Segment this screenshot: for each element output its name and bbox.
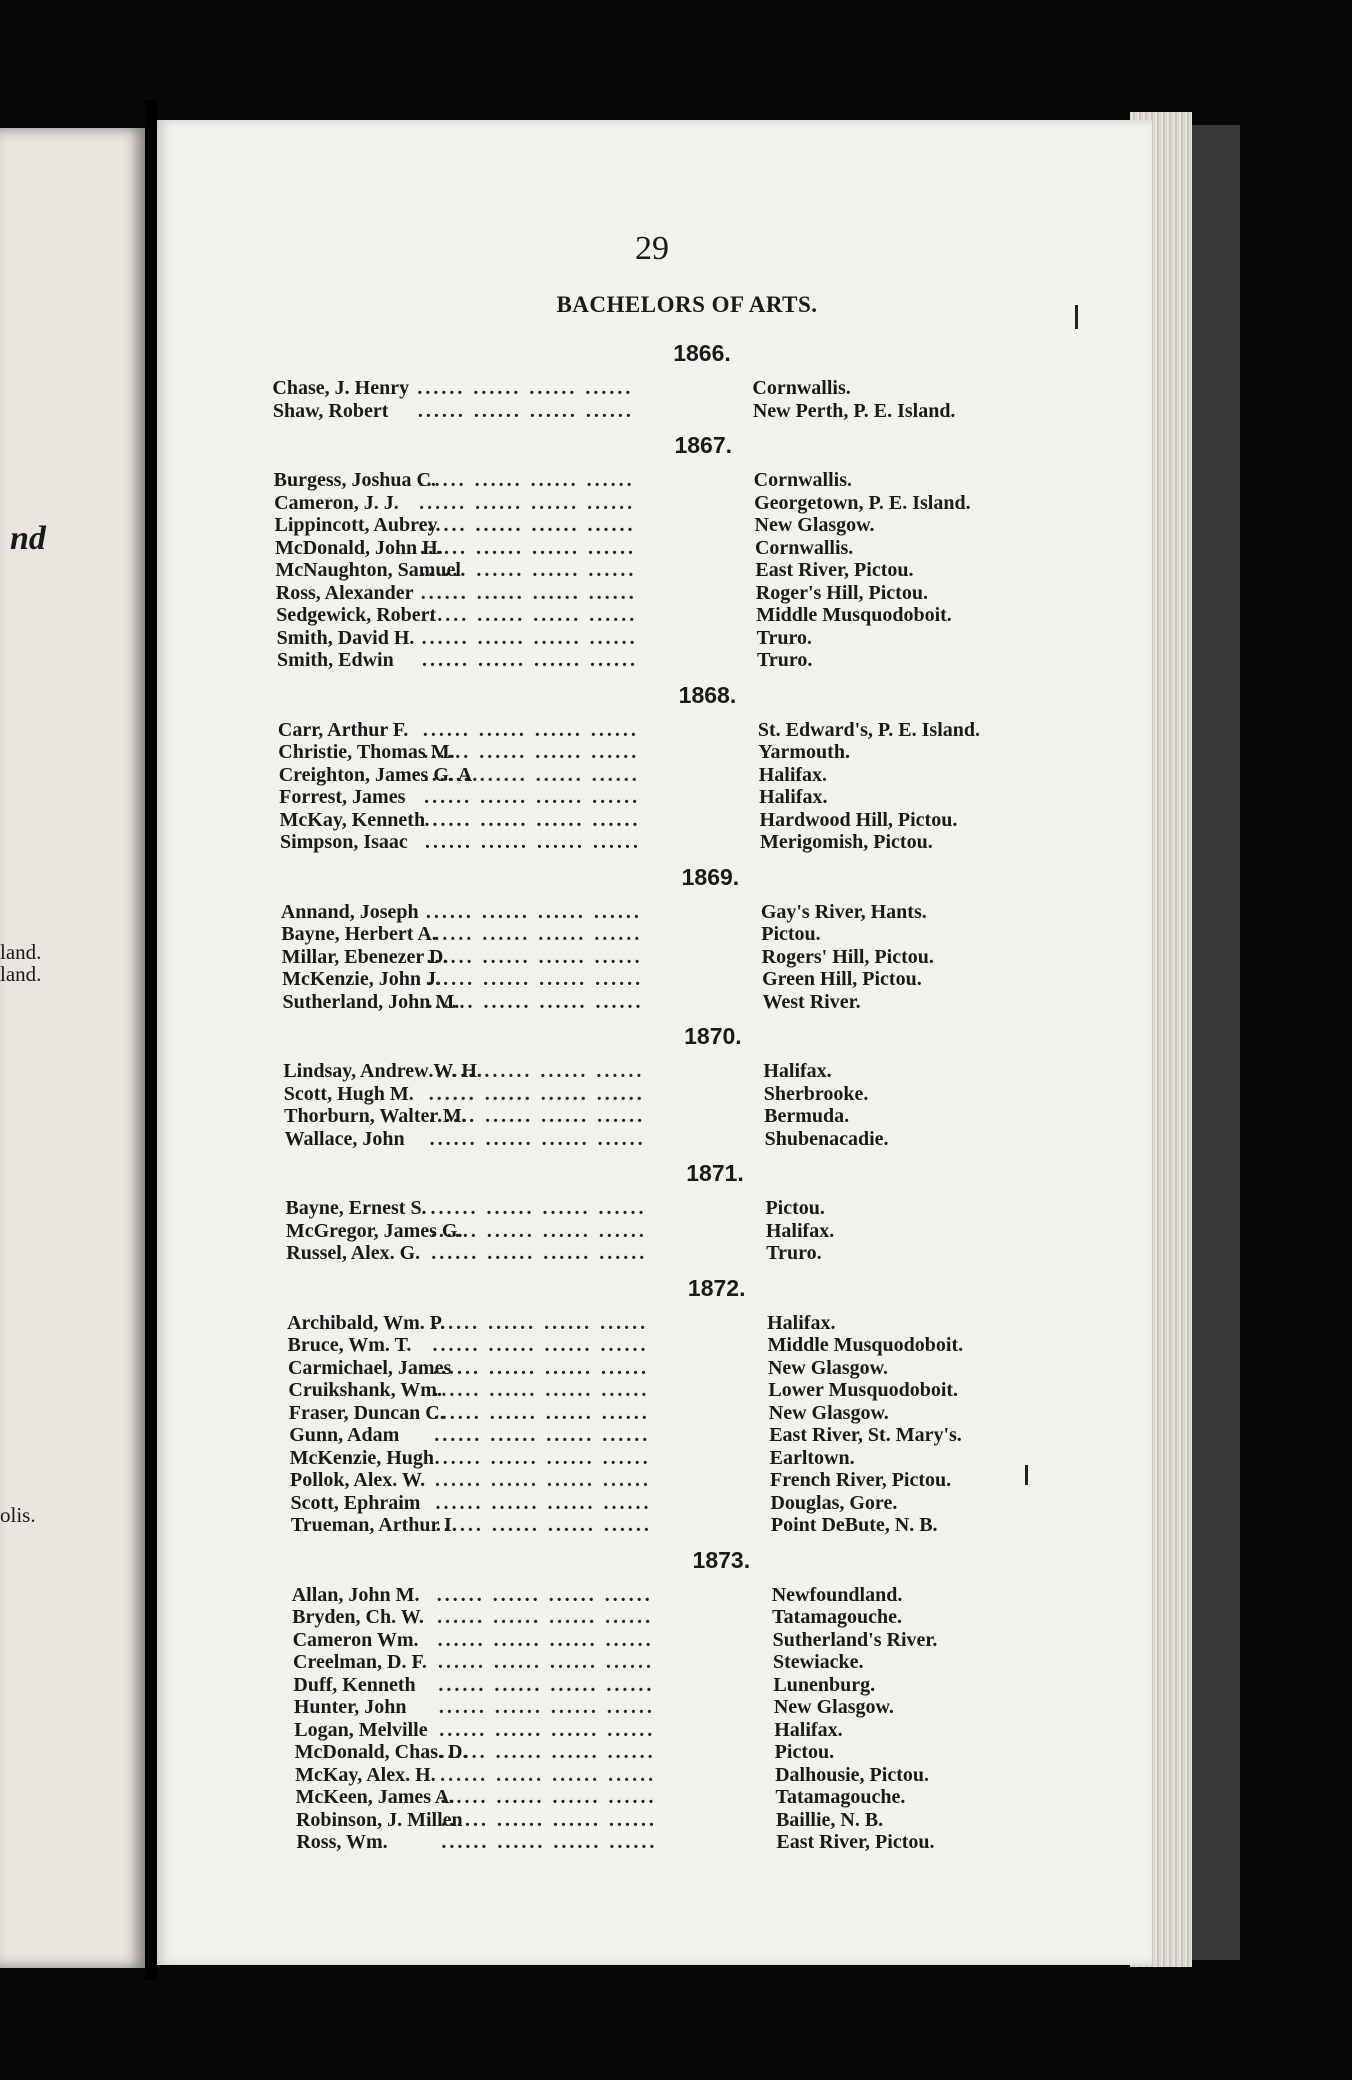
graduate-entry bbox=[274, 469, 1032, 492]
graduate-entry bbox=[293, 1651, 1032, 1674]
graduate-name: Smith, David H. bbox=[276, 626, 415, 649]
graduate-name: Bayne, Herbert A. bbox=[281, 923, 437, 945]
dot-leader: ...... ...... ...... ...... bbox=[438, 1696, 655, 1718]
dot-leader: ...... ...... ...... ...... bbox=[419, 536, 636, 559]
graduate-residence: Baillie, N. B. bbox=[775, 1808, 884, 1831]
graduate-residence: Halifax. bbox=[763, 1060, 832, 1082]
graduate-residence: Point DeBute, N. B. bbox=[770, 1514, 938, 1536]
book-page bbox=[157, 120, 1152, 1965]
graduate-residence: Georgetown, P. E. Island. bbox=[754, 491, 971, 514]
graduate-entry bbox=[289, 1402, 1032, 1425]
dot-leader: ...... ...... ...... ...... bbox=[420, 559, 637, 581]
graduate-residence: Douglas, Gore. bbox=[770, 1491, 898, 1514]
dot-leader: ...... ...... ...... ...... bbox=[424, 786, 641, 808]
graduate-entry bbox=[294, 1696, 1032, 1719]
dot-leader: ...... ...... ...... ...... bbox=[422, 649, 639, 671]
graduate-name: McKenzie, Hugh bbox=[289, 1446, 435, 1469]
graduate-entry bbox=[296, 1809, 1032, 1832]
graduate-entry bbox=[281, 901, 1032, 924]
dot-leader: ...... ...... ...... ...... bbox=[432, 1311, 649, 1334]
facing-page-fragment: olis. bbox=[0, 1503, 36, 1527]
graduate-residence: New Perth, P. E. Island. bbox=[752, 399, 956, 422]
graduate-entry bbox=[292, 1584, 1032, 1607]
graduate-residence: Truro. bbox=[757, 649, 813, 671]
facing-page-fragment: nd bbox=[10, 520, 46, 557]
graduate-name: Carr, Arthur F. bbox=[277, 718, 409, 741]
graduate-entry bbox=[290, 1492, 1032, 1515]
graduate-name: Bryden, Ch. W. bbox=[292, 1606, 424, 1628]
year-heading: 1871. bbox=[686, 1160, 744, 1186]
graduate-name: McDonald, John H. bbox=[274, 536, 443, 559]
graduate-entry bbox=[295, 1741, 1032, 1764]
dot-leader: ...... ...... ...... ...... bbox=[422, 718, 639, 741]
dot-leader: ...... ...... ...... ...... bbox=[424, 808, 641, 831]
page-heading: BACHELORS OF ARTS. bbox=[556, 292, 818, 317]
graduate-name: Gunn, Adam bbox=[289, 1424, 400, 1446]
graduate-name: Scott, Ephraim bbox=[290, 1491, 421, 1514]
dot-leader: ...... ...... ...... ...... bbox=[417, 377, 634, 399]
graduate-name: Burgess, Joshua C. bbox=[273, 469, 436, 491]
dot-leader: ...... ...... ...... ...... bbox=[435, 1514, 652, 1536]
graduate-residence: Tatamagouche. bbox=[775, 1786, 906, 1808]
graduate-entry bbox=[279, 786, 1032, 809]
graduate-residence: Halifax. bbox=[759, 786, 828, 808]
dot-leader: ...... ...... ...... ...... bbox=[432, 1334, 649, 1356]
graduate-residence: East River, Pictou. bbox=[776, 1831, 935, 1853]
dot-leader: ...... ...... ...... ...... bbox=[426, 945, 643, 968]
page-number: 29 bbox=[635, 230, 669, 267]
dot-leader: ...... ...... ...... ...... bbox=[432, 1356, 649, 1379]
graduate-name: McKenzie, John J. bbox=[282, 968, 441, 990]
graduate-name: McKay, Alex. H. bbox=[295, 1763, 436, 1786]
dot-leader: ...... ...... ...... ...... bbox=[440, 1786, 657, 1808]
graduate-name: Smith, Edwin bbox=[277, 649, 394, 671]
graduate-residence: Pictou. bbox=[774, 1741, 835, 1763]
graduate-entry bbox=[295, 1764, 1032, 1787]
graduate-residence: Dalhousie, Pictou. bbox=[775, 1763, 929, 1786]
graduate-residence: Roger's Hill, Pictou. bbox=[755, 581, 928, 604]
graduate-entry bbox=[284, 1105, 1032, 1128]
graduate-residence: Gay's River, Hants. bbox=[760, 900, 927, 923]
graduate-entry bbox=[281, 923, 1032, 946]
graduate-entry bbox=[276, 582, 1032, 605]
graduate-entry bbox=[278, 741, 1032, 764]
graduate-residence: Tatamagouche. bbox=[772, 1606, 902, 1628]
dot-leader: ...... ...... ...... ...... bbox=[421, 626, 638, 649]
graduate-residence: Cornwallis. bbox=[752, 377, 851, 399]
graduate-residence: Halifax. bbox=[767, 1311, 836, 1334]
graduate-residence: Middle Musquodoboit. bbox=[756, 604, 952, 626]
graduate-entry bbox=[285, 1128, 1032, 1151]
dot-leader: ...... ...... ...... ...... bbox=[430, 1197, 647, 1219]
graduate-name: Archibald, Wm. P. bbox=[287, 1311, 446, 1334]
graduate-entry bbox=[276, 604, 1032, 627]
graduate-residence: Cornwallis. bbox=[753, 469, 853, 491]
dot-leader: ...... ...... ...... ...... bbox=[437, 1628, 654, 1651]
dot-leader: ...... ...... ...... ...... bbox=[439, 1718, 656, 1741]
graduate-name: Christie, Thomas M. bbox=[278, 741, 455, 763]
graduate-residence: Yarmouth. bbox=[758, 741, 850, 763]
graduate-entry bbox=[285, 1197, 1032, 1220]
graduate-name: McDonald, Chas. D. bbox=[294, 1741, 468, 1763]
graduate-entry bbox=[291, 1514, 1032, 1537]
graduate-residence: Merigomish, Pictou. bbox=[759, 831, 933, 853]
dot-leader: ...... ...... ...... ...... bbox=[424, 831, 641, 853]
year-heading: 1868. bbox=[678, 681, 737, 708]
dot-leader: ...... ...... ...... ...... bbox=[430, 1219, 647, 1242]
graduate-name: Scott, Hugh M. bbox=[283, 1082, 414, 1105]
graduate-entry bbox=[280, 809, 1032, 832]
graduate-entry bbox=[292, 1606, 1032, 1629]
graduate-entry bbox=[290, 1447, 1032, 1470]
graduate-name: Bruce, Wm. T. bbox=[287, 1334, 412, 1356]
graduate-name: Millar, Ebenezer D. bbox=[281, 945, 449, 968]
graduate-name: McNaughton, Samuel bbox=[275, 559, 461, 581]
dot-leader: ...... ...... ...... ...... bbox=[427, 990, 644, 1013]
dot-leader: ...... ...... ...... ...... bbox=[440, 1763, 657, 1786]
book-cover-edge bbox=[1192, 125, 1240, 1960]
graduate-residence: Hardwood Hill, Pictou. bbox=[759, 808, 958, 831]
graduate-name: Bayne, Ernest S. bbox=[285, 1197, 427, 1219]
year-heading: 1870. bbox=[684, 1023, 742, 1049]
year-heading: 1866. bbox=[673, 340, 731, 366]
graduate-name: McKeen, James A. bbox=[295, 1786, 455, 1808]
graduate-residence: Lunenburg. bbox=[773, 1673, 876, 1696]
graduate-entry bbox=[277, 627, 1032, 650]
graduate-name: Trueman, Arthur I. bbox=[290, 1514, 457, 1536]
graduate-entry bbox=[296, 1831, 1032, 1854]
dot-leader: ...... ...... ...... ...... bbox=[435, 1469, 652, 1491]
dot-leader: ...... ...... ...... ...... bbox=[429, 1105, 646, 1127]
graduate-entry bbox=[275, 559, 1032, 582]
graduate-residence: Halifax. bbox=[765, 1219, 835, 1242]
dot-leader: ...... ...... ...... ...... bbox=[437, 1606, 654, 1628]
graduate-name: Wallace, John bbox=[284, 1127, 405, 1150]
graduate-name: Lippincott, Aubrey bbox=[274, 514, 438, 536]
graduate-entry bbox=[282, 946, 1032, 969]
graduate-residence: Earltown. bbox=[769, 1446, 855, 1469]
graduate-name: Carmichael, James bbox=[287, 1356, 452, 1379]
graduate-name: Forrest, James bbox=[279, 786, 406, 808]
graduate-residence: West River. bbox=[762, 990, 861, 1013]
graduate-name: Simpson, Isaac bbox=[279, 831, 408, 853]
graduate-entry bbox=[273, 400, 1032, 423]
facing-page bbox=[0, 128, 145, 1968]
graduate-name: Fraser, Duncan C. bbox=[288, 1401, 445, 1424]
graduate-entry bbox=[288, 1334, 1032, 1357]
graduate-entry bbox=[287, 1312, 1032, 1335]
year-heading: 1869. bbox=[681, 863, 740, 890]
graduate-residence: Halifax. bbox=[774, 1718, 843, 1741]
graduate-entry bbox=[286, 1220, 1032, 1243]
dot-leader: ...... ...... ...... ...... bbox=[441, 1831, 658, 1853]
graduate-entry bbox=[277, 649, 1032, 672]
graduate-name: Duff, Kenneth bbox=[293, 1673, 416, 1696]
graduate-name: Allan, John M. bbox=[291, 1583, 420, 1606]
graduate-entry bbox=[288, 1379, 1032, 1402]
graduate-entry bbox=[288, 1357, 1032, 1380]
graduate-residence: Middle Musquodoboit. bbox=[767, 1334, 964, 1356]
graduate-entry bbox=[293, 1674, 1032, 1697]
graduate-entry bbox=[294, 1719, 1032, 1742]
dot-leader: ...... ...... ...... ...... bbox=[419, 514, 636, 536]
graduate-name: Russel, Alex. G. bbox=[286, 1242, 421, 1264]
dot-leader: ...... ...... ...... ...... bbox=[438, 1651, 654, 1673]
graduate-entry bbox=[274, 492, 1032, 515]
year-heading: 1873. bbox=[692, 1546, 751, 1573]
graduate-residence: Cornwallis. bbox=[754, 536, 854, 559]
graduate-entry bbox=[279, 764, 1032, 787]
graduate-entry bbox=[286, 1242, 1032, 1265]
graduate-name: Chase, J. Henry bbox=[272, 377, 410, 399]
graduate-residence: East River, Pictou. bbox=[755, 559, 914, 581]
ink-mark bbox=[1075, 305, 1078, 329]
dot-leader: ...... ...... ...... ...... bbox=[420, 581, 637, 604]
graduate-name: Hunter, John bbox=[293, 1696, 407, 1718]
dot-leader: ...... ...... ...... ...... bbox=[428, 1082, 645, 1105]
dot-leader: ...... ...... ...... ...... bbox=[423, 763, 640, 786]
graduate-entry bbox=[283, 1060, 1032, 1083]
graduate-residence: Green Hill, Pictou. bbox=[762, 968, 922, 990]
graduate-residence: Sherbrooke. bbox=[763, 1082, 869, 1105]
graduate-entry bbox=[282, 968, 1032, 991]
graduate-residence: Bermuda. bbox=[764, 1105, 850, 1127]
graduate-name: Creelman, D. F. bbox=[293, 1651, 427, 1673]
facing-page-fragment: land. bbox=[0, 962, 42, 986]
dot-leader: ...... ...... ...... ...... bbox=[438, 1673, 655, 1696]
graduate-entry bbox=[293, 1629, 1032, 1652]
dot-leader: ...... ...... ...... ...... bbox=[421, 604, 638, 626]
graduate-name: Robinson, J. Millen bbox=[295, 1808, 463, 1831]
graduate-entry bbox=[280, 831, 1032, 854]
graduate-residence: Shubenacadie. bbox=[764, 1127, 889, 1150]
dot-leader: ...... ...... ...... ...... bbox=[429, 1127, 646, 1150]
dot-leader: ...... ...... ...... ...... bbox=[431, 1242, 648, 1264]
graduate-entry bbox=[275, 514, 1032, 537]
graduate-residence: Rogers' Hill, Pictou. bbox=[761, 945, 934, 968]
dot-leader: ...... ...... ...... ...... bbox=[440, 1808, 657, 1831]
graduate-name: Cruikshank, Wm. bbox=[288, 1379, 442, 1401]
graduate-name: Shaw, Robert bbox=[272, 399, 389, 422]
graduate-name: Pollok, Alex. W. bbox=[290, 1469, 426, 1491]
dot-leader: ...... ...... ...... ...... bbox=[435, 1491, 652, 1514]
graduate-residence: Pictou. bbox=[761, 923, 821, 945]
graduate-residence: St. Edward's, P. E. Island. bbox=[757, 718, 980, 741]
graduate-residence: Lower Musquodoboit. bbox=[768, 1379, 959, 1401]
graduate-name: Creighton, James G. A. bbox=[278, 763, 478, 786]
dot-leader: ...... ...... ...... ...... bbox=[434, 1424, 651, 1446]
dot-leader: ...... ...... ...... ...... bbox=[419, 491, 636, 514]
graduate-residence: Sutherland's River. bbox=[772, 1628, 938, 1651]
graduate-entry bbox=[284, 1083, 1032, 1106]
year-heading: 1872. bbox=[687, 1274, 746, 1301]
graduate-name: Thorburn, Walter M. bbox=[284, 1105, 467, 1127]
dot-leader: ...... ...... ...... ...... bbox=[425, 900, 642, 923]
dot-leader: ...... ...... ...... ...... bbox=[428, 1060, 645, 1082]
year-heading: 1867. bbox=[674, 432, 733, 458]
dot-leader: ...... ...... ...... ...... bbox=[436, 1583, 653, 1606]
dot-leader: ...... ...... ...... ...... bbox=[423, 741, 640, 763]
dot-leader: ...... ...... ...... ...... bbox=[433, 1401, 650, 1424]
graduate-name: McKay, Kenneth bbox=[279, 808, 426, 831]
dot-leader: ...... ...... ...... ...... bbox=[433, 1379, 650, 1401]
dot-leader: ...... ...... ...... ...... bbox=[434, 1446, 651, 1469]
dot-leader: ...... ...... ...... ...... bbox=[418, 469, 635, 491]
facing-page-fragment: land. bbox=[0, 940, 42, 964]
graduate-residence: New Glasgow. bbox=[767, 1356, 888, 1379]
graduate-entry bbox=[290, 1469, 1032, 1492]
graduate-list bbox=[272, 330, 1032, 1854]
graduate-residence: New Glasgow. bbox=[773, 1696, 894, 1718]
graduate-name: Cameron Wm. bbox=[292, 1628, 419, 1651]
graduate-entry bbox=[278, 719, 1032, 742]
graduate-name: Logan, Melville bbox=[294, 1718, 428, 1741]
graduate-entry bbox=[283, 991, 1033, 1014]
graduate-residence: French River, Pictou. bbox=[770, 1469, 952, 1491]
dot-leader: ...... ...... ...... ...... bbox=[427, 968, 644, 990]
graduate-name: Ross, Alexander bbox=[275, 581, 414, 604]
dot-leader: ...... ...... ...... ...... bbox=[439, 1741, 656, 1763]
graduate-residence: Halifax. bbox=[758, 763, 828, 786]
graduate-entry bbox=[296, 1786, 1032, 1809]
graduate-residence: New Glasgow. bbox=[754, 514, 875, 536]
graduate-residence: Newfoundland. bbox=[771, 1583, 903, 1606]
dot-leader: ...... ...... ...... ...... bbox=[426, 923, 643, 945]
graduate-name: Sedgewick, Robert bbox=[276, 604, 437, 626]
graduate-name: Annand, Joseph bbox=[280, 900, 419, 923]
graduate-name: Cameron, J. J. bbox=[274, 491, 399, 514]
graduate-residence: Pictou. bbox=[765, 1197, 825, 1219]
graduate-name: Ross, Wm. bbox=[296, 1831, 388, 1853]
graduate-name: Lindsay, Andrew W. H. bbox=[283, 1060, 482, 1082]
dot-leader: ...... ...... ...... ...... bbox=[417, 399, 634, 422]
graduate-residence: New Glasgow. bbox=[768, 1401, 889, 1424]
graduate-name: McGregor, James G. bbox=[285, 1219, 463, 1242]
graduate-name: Sutherland, John M. bbox=[282, 990, 460, 1013]
graduate-residence: East River, St. Mary's. bbox=[769, 1424, 962, 1446]
graduate-residence: Stewiacke. bbox=[773, 1651, 864, 1673]
graduate-entry bbox=[289, 1424, 1032, 1447]
graduate-entry bbox=[272, 377, 1032, 400]
book-gutter bbox=[145, 100, 157, 1980]
graduate-residence: Truro. bbox=[766, 1242, 822, 1264]
graduate-entry bbox=[275, 537, 1032, 560]
graduate-residence: Truro. bbox=[756, 626, 812, 649]
